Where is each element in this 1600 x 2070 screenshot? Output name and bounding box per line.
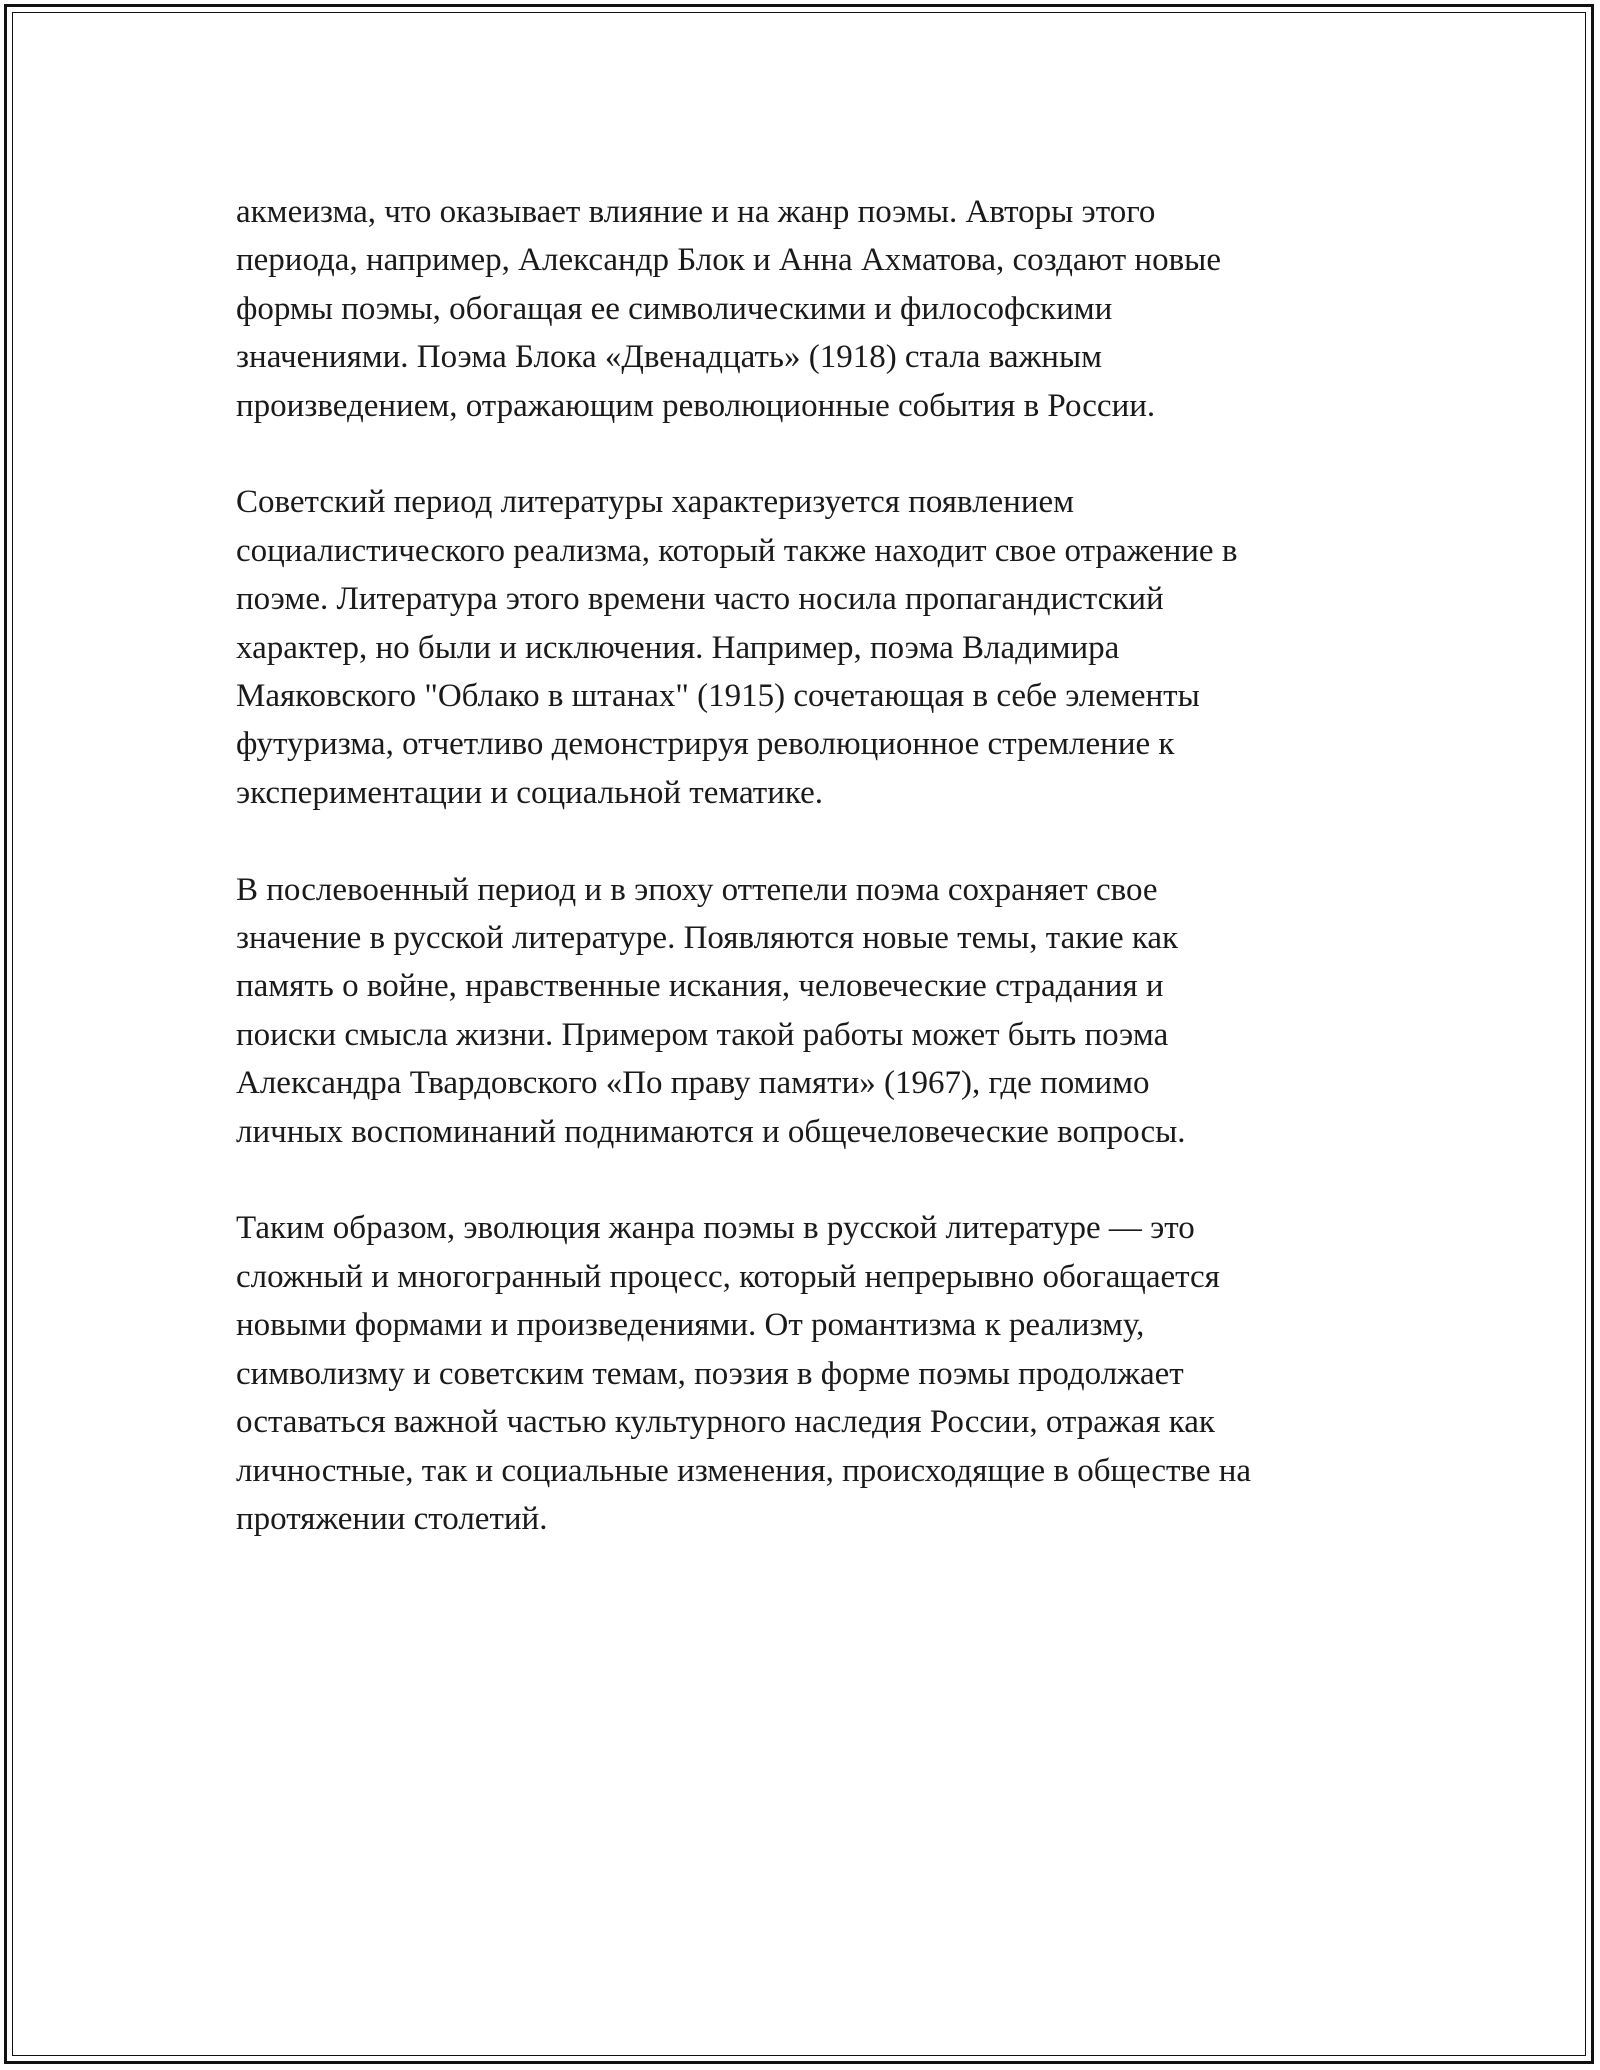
text-line: Маяковского "Облако в штанах" (1915) сочетающая в себе элементы: [236, 678, 1200, 715]
text-line: сложный и многогранный процесс, который непрерывно обогащается: [236, 1258, 1220, 1295]
text-line: социалистического реализма, который также находит свое отражение в: [236, 532, 1238, 569]
text-line: новыми формами и произведениями. От романтизма к реализму,: [236, 1307, 1145, 1344]
text-line: значение в русской литературе. Появляются новые темы, такие как: [236, 920, 1179, 957]
text-line: поиски смысла жизни. Примером такой работы может быть поэма: [236, 1016, 1169, 1053]
text-line: память о войне, нравственные искания, человеческие страдания и: [236, 968, 1164, 1005]
text-line: протяжении столетий.: [236, 1500, 548, 1537]
paragraph-3: [236, 866, 1386, 1156]
text-line: Таким образом, эволюция жанра поэмы в русской литературе — это: [236, 1210, 1195, 1247]
text-line: формы поэмы, обогащая ее символическими и философскими: [236, 290, 1113, 327]
text-line: Советский период литературы характеризуется появлением: [236, 484, 1075, 521]
text-line: В послевоенный период и в эпоху оттепели поэма сохраняет свое: [236, 871, 1158, 908]
text-line: футуризма, отчетливо демонстрируя революционное стремление к: [236, 726, 1175, 763]
text-line: личностные, так и социальные изменения, происходящие в обществе на: [236, 1452, 1252, 1489]
paragraph-2: [236, 478, 1386, 817]
text-line: экспериментации и социальной тематике.: [236, 774, 823, 811]
text-line: значениями. Поэма Блока «Двенадцать» (1918) стала важным: [236, 339, 1103, 376]
text-line: оставаться важной частью культурного наследия России, отражая как: [236, 1404, 1215, 1441]
text-line: характер, но были и исключения. Например, поэма Владимира: [236, 629, 1120, 666]
text-line: личных воспоминаний поднимаются и общечеловеческие вопросы.: [236, 1113, 1186, 1150]
text-line: произведением, отражающим революционные события в России.: [236, 387, 1156, 424]
paragraph-4: [236, 1204, 1386, 1543]
text-line: поэме. Литература этого времени часто носила пропагандистский: [236, 581, 1164, 618]
text-line: акмеизма, что оказывает влияние и на жанр поэмы. Авторы этого: [236, 194, 1156, 230]
text-line: символизму и советским темам, поэзия в форме поэмы продолжает: [236, 1355, 1184, 1392]
text-line: периода, например, Александр Блок и Анна Ахматова, создают новые: [236, 242, 1221, 279]
text-line: Александра Твардовского «По праву памяти» (1967), где помимо: [236, 1065, 1150, 1102]
document-body: [236, 188, 1386, 1592]
paragraph-1: [236, 188, 1386, 430]
